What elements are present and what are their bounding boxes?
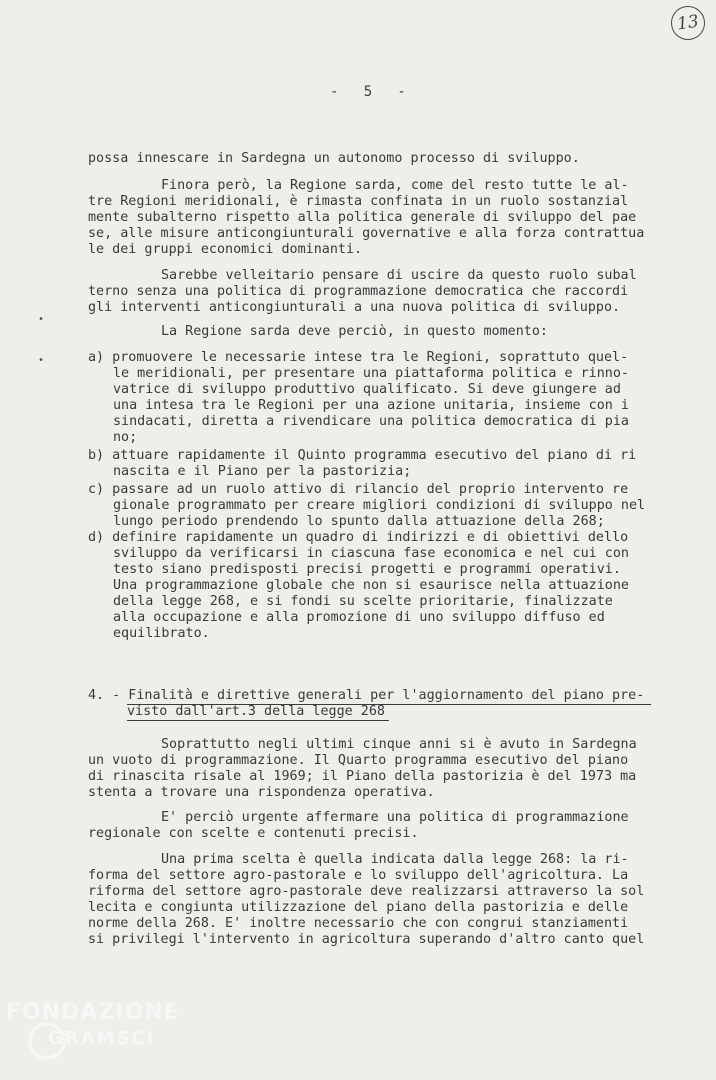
watermark-fondazione: FONDAZIONE: [6, 1000, 180, 1025]
text-line: regionale con scelte e contenuti precisi.: [88, 826, 419, 841]
text-line: stenta a trovare una rispondenza operativa.: [88, 785, 435, 800]
text-line: equilibrato.: [113, 626, 210, 641]
text-line: gli interventi anticongiunturali a una nuova politica di sviluppo.: [88, 300, 621, 315]
text-line: La Regione sarda deve perciò, in questo momento:: [161, 324, 548, 339]
text-line: terno senza una politica di programmazione democratica che raccordi: [88, 284, 629, 299]
margin-mark: •: [38, 355, 45, 366]
page-stamp-number: 13: [669, 4, 707, 42]
text-line: Una prima scelta è quella indicata dalla legge 268: la ri-: [161, 852, 629, 867]
text-line: si privilegi l'intervento in agricoltura superando d'altro canto quel: [88, 932, 645, 947]
text-line: lungo periodo prendendo lo spunto dalla attuazione della 268;: [113, 514, 605, 529]
margin-mark: •: [38, 314, 45, 325]
list-item-d: d) definire rapidamente un quadro di indirizzi e di obiettivi dello: [88, 530, 629, 545]
text-line: Soprattutto negli ultimi cinque anni si è avuto in Sardegna: [161, 737, 637, 752]
text-line: testo siano predisposti precisi progetti e programmi operativi.: [113, 562, 621, 577]
text-line: forma del settore agro-pastorale e lo sviluppo dell'agricoltura. La: [88, 868, 629, 883]
text-line: nascita e il Piano per la pastorizia;: [113, 464, 412, 479]
text-line: se, alle misure anticongiunturali governative e alla forza contrattua: [88, 226, 645, 241]
text-line: tre Regioni meridionali, è rimasta confinata in un ruolo sostanzial: [88, 194, 629, 209]
text-line: sindacati, diretta a rivendicare una politica democratica di pia: [113, 414, 629, 429]
list-item-c: c) passare ad un ruolo attivo di rilancio del proprio intervento re: [88, 482, 629, 497]
text-line: sviluppo da verificarsi in ciascuna fase economica e nel cui con: [113, 546, 629, 561]
text-line: riforma del settore agro-pastorale deve realizzarsi attraverso la sol: [88, 884, 645, 899]
text-line: le meridionali, per presentare una piattaforma politica e rinno-: [113, 366, 629, 381]
section-heading-cont: visto dall'art.3 della legge 268: [127, 704, 385, 719]
text-line: della legge 268, e si fondi su scelte prioritarie, finalizzate: [113, 594, 613, 609]
list-item-b: b) attuare rapidamente il Quinto programma esecutivo del piano di ri: [88, 448, 637, 463]
text-line: un vuoto di programmazione. Il Quarto programma esecutivo del piano: [88, 753, 629, 768]
text-line: E' perciò urgente affermare una politica di programmazione: [161, 810, 629, 825]
text-line: di rinascita risale al 1969; il Piano della pastorizia è del 1973 ma: [88, 769, 637, 784]
list-item-a: a) promuovere le necessarie intese tra le Regioni, soprattuto quel-: [88, 350, 629, 365]
text-line: norme della 268. E' inoltre necessario che con congrui stanziamenti: [88, 916, 629, 931]
watermark-gramsci: GRAMSCI: [48, 1028, 156, 1049]
text-line: Sarebbe velleitario pensare di uscire da questo ruolo subal: [161, 268, 637, 283]
page-number: - 5 -: [330, 84, 406, 100]
text-line: Finora però, la Regione sarda, come del resto tutte le al-: [161, 178, 629, 193]
section-heading: 4. - Finalità e direttive generali per l'aggiornamento del piano pre-: [88, 688, 645, 703]
text-line: gionale programmato per creare migliori condizioni di sviluppo nel: [113, 498, 646, 513]
text-line: Una programmazione globale che non si esaurisce nella attuazione: [113, 578, 629, 593]
text-line: alla occupazione e alla promozione di uno sviluppo diffuso ed: [113, 610, 605, 625]
heading-underline: [127, 720, 389, 721]
text-line: mente subalterno rispetto alla politica generale di sviluppo del pae: [88, 210, 637, 225]
text-line: possa innescare in Sardegna un autonomo processo di sviluppo.: [88, 151, 580, 166]
text-line: le dei gruppi economici dominanti.: [88, 242, 363, 257]
text-line: no;: [113, 430, 138, 445]
text-line: una intesa tra le Regioni per una azione unitaria, insieme con i: [113, 398, 629, 413]
text-line: lecita e congiunta utilizzazione del piano della pastorizia e delle: [88, 900, 629, 915]
text-line: vatrice di sviluppo produttivo qualificato. Si deve giungere ad: [113, 382, 621, 397]
